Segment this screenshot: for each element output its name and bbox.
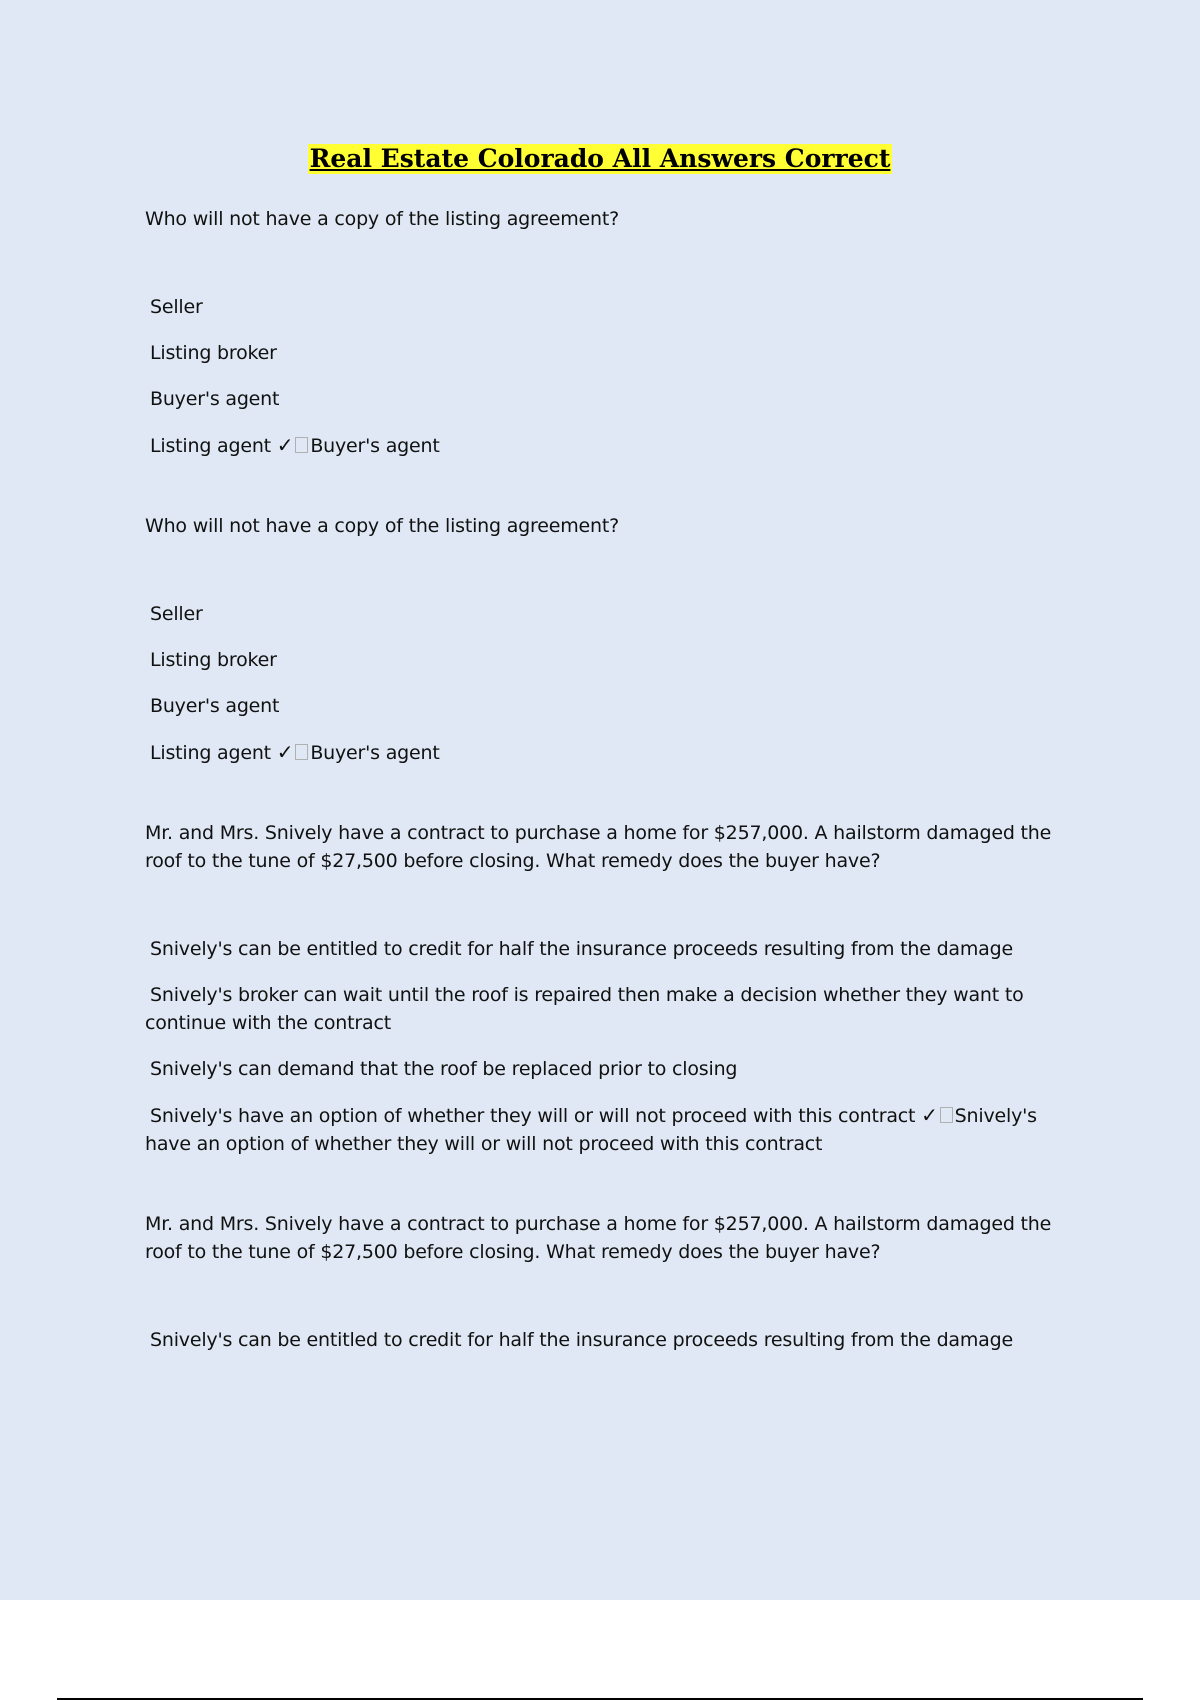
options-list <box>145 935 1085 1158</box>
last-option-text: Listing agent <box>150 742 271 764</box>
option-item: Buyer's agent <box>150 388 280 410</box>
question-block-2 <box>145 512 1085 767</box>
option-item: Seller <box>150 603 203 625</box>
checkbox-glyph-icon <box>295 437 308 453</box>
checkbox-glyph-icon <box>295 744 308 760</box>
question-block-1 <box>145 205 1085 460</box>
checkbox-glyph-icon <box>940 1107 953 1123</box>
correct-answer: Buyer's agent <box>310 435 440 457</box>
check-icon: ✓ <box>921 1103 938 1127</box>
title-container <box>0 144 1200 174</box>
options-list <box>145 293 1085 460</box>
option-item: Snively's broker can wait until the roof is repaired then make a decision whether they want to continue with the contract <box>145 984 1024 1034</box>
answer-line <box>150 431 1085 460</box>
correct-answer: Buyer's agent <box>310 742 440 764</box>
correct-answer: Snively's have an option of whether they will or will not proceed with this contract <box>145 1105 1037 1155</box>
question-text: Who will not have a copy of the listing agreement? <box>145 208 619 230</box>
document-content <box>145 205 1085 1406</box>
question-block-3 <box>145 819 1085 1158</box>
options-list <box>145 600 1085 767</box>
option-item: Listing broker <box>150 649 277 671</box>
option-item: Snively's can be entitled to credit for half the insurance proceeds resulting from the damage <box>150 1329 1013 1351</box>
option-item: Seller <box>150 296 203 318</box>
question-text: Mr. and Mrs. Snively have a contract to purchase a home for $257,000. A hailstorm damaged the roof to the tune of $27,500 before closing. What remedy does the buyer have? <box>145 1213 1052 1263</box>
question-block-4 <box>145 1210 1085 1354</box>
question-text: Mr. and Mrs. Snively have a contract to purchase a home for $257,000. A hailstorm damaged the roof to the tune of $27,500 before closing. What remedy does the buyer have? <box>145 822 1052 872</box>
check-icon: ✓ <box>276 740 294 764</box>
option-item: Snively's can demand that the roof be replaced prior to closing <box>150 1058 738 1080</box>
question-text: Who will not have a copy of the listing agreement? <box>145 515 619 537</box>
document-title: Real Estate Colorado All Answers Correct <box>309 144 891 173</box>
last-option-text: Snively's have an option of whether they will or will not proceed with this contract <box>150 1105 916 1127</box>
check-icon: ✓ <box>276 433 294 457</box>
option-item: Listing broker <box>150 342 277 364</box>
answer-line <box>150 738 1085 767</box>
options-list <box>145 1326 1085 1354</box>
last-option-text: Listing agent <box>150 435 271 457</box>
answer-line <box>145 1101 1085 1158</box>
option-item: Buyer's agent <box>150 695 280 717</box>
option-item: Snively's can be entitled to credit for half the insurance proceeds resulting from the damage <box>150 938 1013 960</box>
